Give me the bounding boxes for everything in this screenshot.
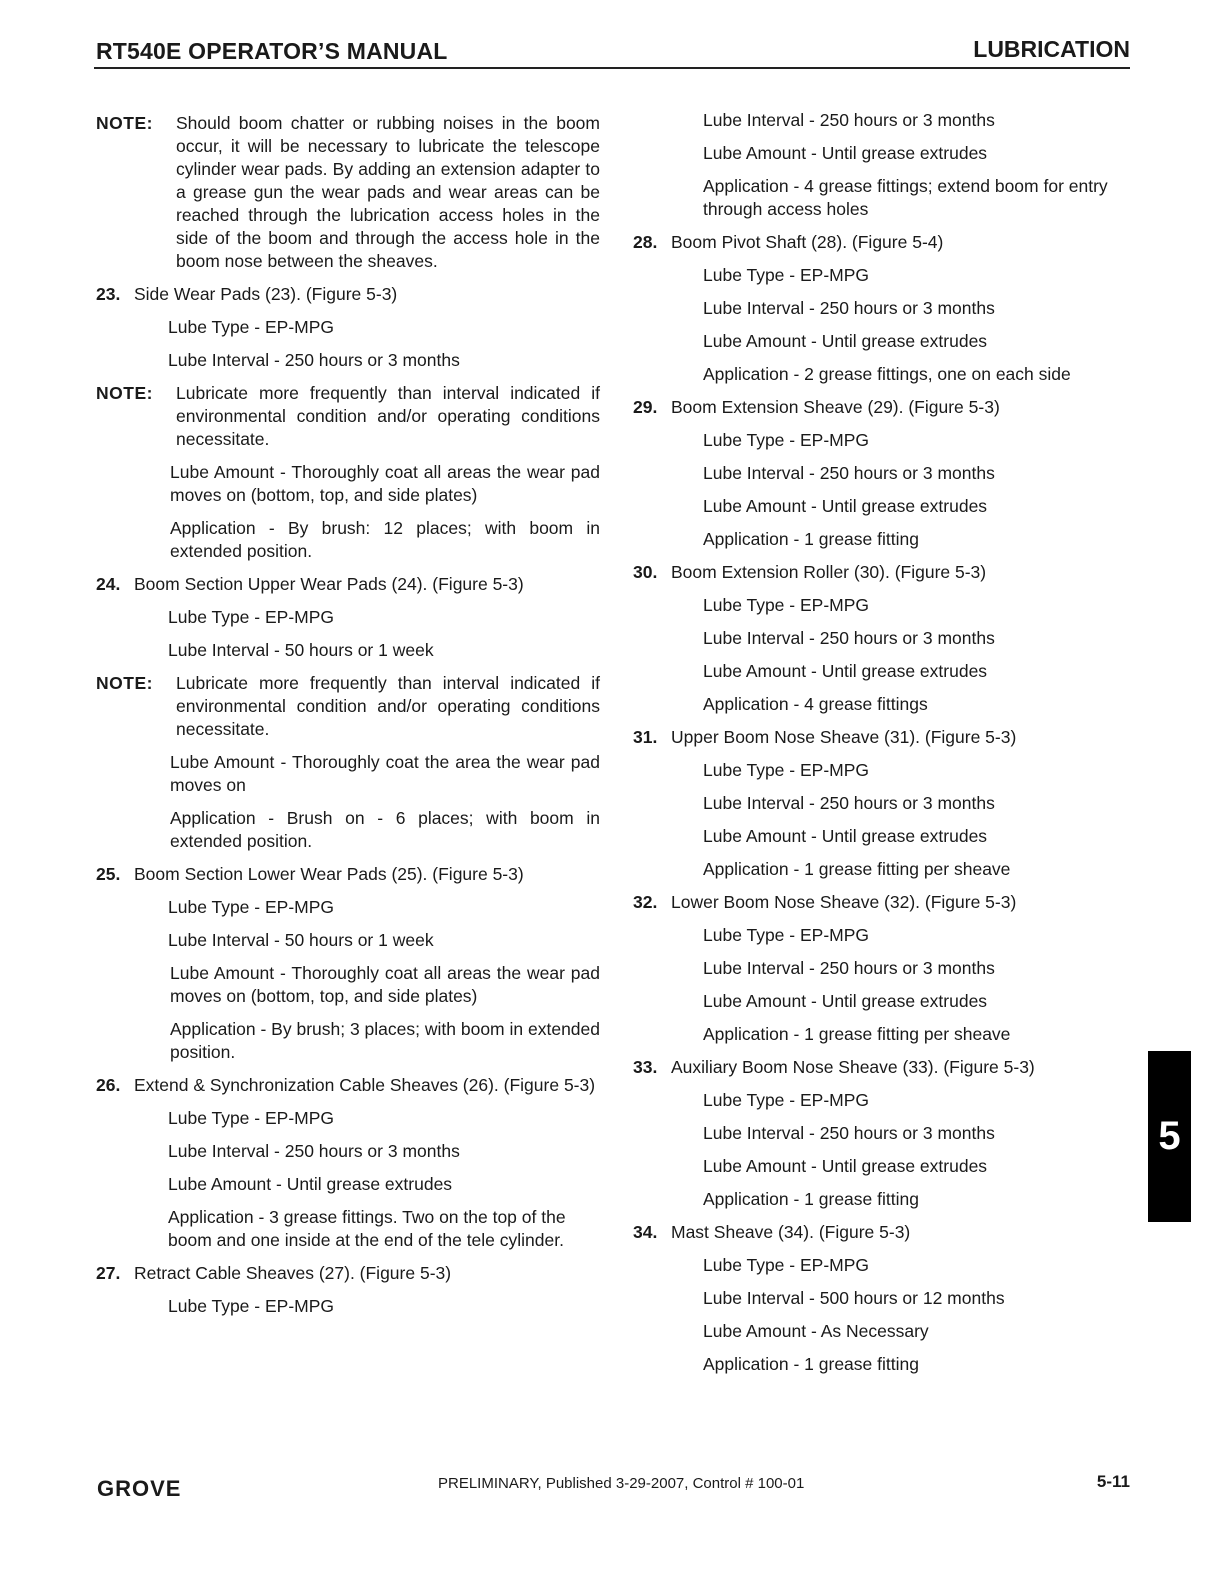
application: Application - By brush; 3 places; with boom in extended position. — [170, 1019, 600, 1062]
item-title: Boom Extension Sheave (29). (Figure 5-3) — [671, 397, 1000, 417]
item-title: Boom Section Upper Wear Pads (24). (Figure 5-3) — [134, 574, 524, 594]
lube-interval: Lube Interval - 250 hours or 3 months — [703, 958, 995, 978]
item-title: Extend & Synchronization Cable Sheaves (26). (Figure 5-3) — [134, 1075, 596, 1095]
application: Application - Brush on - 6 places; with boom in extended position. — [170, 808, 600, 851]
item-number: 24. — [96, 574, 121, 594]
chapter-tab: 5 — [1148, 1051, 1191, 1222]
item-number: 23. — [96, 284, 121, 304]
lube-amount: Lube Amount - Until grease extrudes — [703, 661, 988, 681]
item-title: Mast Sheave (34). (Figure 5-3) — [671, 1222, 911, 1242]
left-column — [96, 112, 600, 1328]
lube-interval: Lube Interval - 50 hours or 1 week — [168, 640, 434, 660]
lube-type: Lube Type - EP-MPG — [168, 317, 335, 337]
lube-type: Lube Type - EP-MPG — [703, 595, 870, 615]
lube-type: Lube Type - EP-MPG — [168, 1296, 335, 1316]
application: Application - 3 grease fittings. Two on the top of the boom and one inside at the end of the tele cylinder. — [168, 1207, 566, 1250]
lube-amount: Lube Amount - Until grease extrudes — [703, 496, 988, 516]
lube-interval: Lube Interval - 500 hours or 12 months — [703, 1288, 1005, 1308]
note-text: Should boom chatter or rubbing noises in the boom occur, it will be necessary to lubricate the telescope cylinder wear pads. By adding an extension adapter to a grease gun the wear pads and wear areas can be reached through the lubrication access holes in the side of the boom and through the access hole in the boom nose between the sheaves. — [176, 113, 600, 271]
lube-interval: Lube Interval - 250 hours or 3 months — [703, 793, 995, 813]
item-title: Boom Pivot Shaft (28). (Figure 5-4) — [671, 232, 944, 252]
item-title: Auxiliary Boom Nose Sheave (33). (Figure 5-3) — [671, 1057, 1035, 1077]
brand-logo: GROVE — [97, 1476, 182, 1501]
application: Application - 4 grease fittings — [703, 694, 928, 714]
lube-amount: Lube Amount - Until grease extrudes — [703, 1156, 988, 1176]
item-30 — [633, 561, 1133, 584]
lube-amount: Lube Amount - Thoroughly coat all areas the wear pad moves on (bottom, top, and side plates) — [170, 963, 600, 1006]
note-text: Lubricate more frequently than interval indicated if environmental condition and/or operating conditions necessitate. — [176, 673, 600, 739]
item-title: Side Wear Pads (23). (Figure 5-3) — [134, 284, 398, 304]
item-23 — [96, 283, 600, 306]
lube-type: Lube Type - EP-MPG — [703, 265, 870, 285]
item-32 — [633, 891, 1133, 914]
item-34 — [633, 1221, 1133, 1244]
application: Application - 2 grease fittings, one on each side — [703, 364, 1071, 384]
manual-title: RT540E OPERATOR’S MANUAL — [96, 38, 448, 64]
lube-interval: Lube Interval - 250 hours or 3 months — [168, 350, 460, 370]
item-number: 30. — [633, 562, 658, 582]
lube-type: Lube Type - EP-MPG — [703, 430, 870, 450]
lube-type: Lube Type - EP-MPG — [703, 925, 870, 945]
page-number: 5-11 — [1096, 1472, 1130, 1491]
item-33 — [633, 1056, 1133, 1079]
item-title: Boom Extension Roller (30). (Figure 5-3) — [671, 562, 987, 582]
item-27 — [96, 1262, 600, 1285]
application: Application - 1 grease fitting — [703, 1189, 919, 1209]
lube-amount: Lube Amount - Until grease extrudes — [703, 991, 988, 1011]
application: Application - 1 grease fitting — [703, 1354, 919, 1374]
item-title: Boom Section Lower Wear Pads (25). (Figure 5-3) — [134, 864, 524, 884]
item-title: Retract Cable Sheaves (27). (Figure 5-3) — [134, 1263, 452, 1283]
item-29 — [633, 396, 1133, 419]
right-column — [633, 109, 1133, 1386]
note-text: Lubricate more frequently than interval indicated if environmental condition and/or operating conditions necessitate. — [176, 383, 600, 449]
lube-amount: Lube Amount - Until grease extrudes — [168, 1174, 453, 1194]
section-title: LUBRICATION — [973, 36, 1130, 62]
lube-interval: Lube Interval - 50 hours or 1 week — [168, 930, 434, 950]
note-label: NOTE: — [96, 113, 153, 133]
item-title: Lower Boom Nose Sheave (32). (Figure 5-3) — [671, 892, 1017, 912]
item-28 — [633, 231, 1133, 254]
item-31 — [633, 726, 1133, 749]
lube-type: Lube Type - EP-MPG — [168, 897, 335, 917]
item-24 — [96, 573, 600, 596]
item-title: Upper Boom Nose Sheave (31). (Figure 5-3) — [671, 727, 1017, 747]
lube-interval: Lube Interval - 250 hours or 3 months — [703, 110, 995, 130]
lube-interval: Lube Interval - 250 hours or 3 months — [703, 628, 995, 648]
application: Application - 1 grease fitting per sheave — [703, 859, 1011, 879]
item-number: 32. — [633, 892, 658, 912]
note — [96, 112, 600, 273]
note-label: NOTE: — [96, 383, 153, 403]
lube-interval: Lube Interval - 250 hours or 3 months — [703, 463, 995, 483]
item-number: 34. — [633, 1222, 658, 1242]
item-number: 25. — [96, 864, 121, 884]
item-number: 33. — [633, 1057, 658, 1077]
lube-amount: Lube Amount - Until grease extrudes — [703, 826, 988, 846]
item-25 — [96, 863, 600, 886]
footer-publication-note: PRELIMINARY, Published 3-29-2007, Control # 100-01 — [438, 1475, 805, 1492]
application: Application - By brush: 12 places; with boom in extended position. — [170, 518, 600, 561]
note — [96, 672, 600, 741]
lube-amount: Lube Amount - Until grease extrudes — [703, 143, 988, 163]
lube-type: Lube Type - EP-MPG — [168, 1108, 335, 1128]
item-number: 29. — [633, 397, 658, 417]
lube-amount: Lube Amount - Thoroughly coat all areas the wear pad moves on (bottom, top, and side plates) — [170, 462, 600, 505]
lube-type: Lube Type - EP-MPG — [703, 1255, 870, 1275]
lube-type: Lube Type - EP-MPG — [703, 1090, 870, 1110]
item-number: 27. — [96, 1263, 121, 1283]
application: Application - 4 grease fittings; extend boom for entry through access holes — [703, 176, 1108, 219]
item-26 — [96, 1074, 600, 1097]
note-label: NOTE: — [96, 673, 153, 693]
lube-interval: Lube Interval - 250 hours or 3 months — [703, 1123, 995, 1143]
header-rule — [94, 67, 1130, 69]
item-number: 26. — [96, 1075, 121, 1095]
item-number: 28. — [633, 232, 658, 252]
note — [96, 382, 600, 451]
item-number: 31. — [633, 727, 658, 747]
lube-amount: Lube Amount - As Necessary — [703, 1321, 929, 1341]
lube-type: Lube Type - EP-MPG — [168, 607, 335, 627]
application: Application - 1 grease fitting — [703, 529, 919, 549]
lube-amount: Lube Amount - Until grease extrudes — [703, 331, 988, 351]
lube-interval: Lube Interval - 250 hours or 3 months — [168, 1141, 460, 1161]
lube-amount: Lube Amount - Thoroughly coat the area the wear pad moves on — [170, 752, 600, 795]
lube-interval: Lube Interval - 250 hours or 3 months — [703, 298, 995, 318]
lube-type: Lube Type - EP-MPG — [703, 760, 870, 780]
application: Application - 1 grease fitting per sheave — [703, 1024, 1011, 1044]
